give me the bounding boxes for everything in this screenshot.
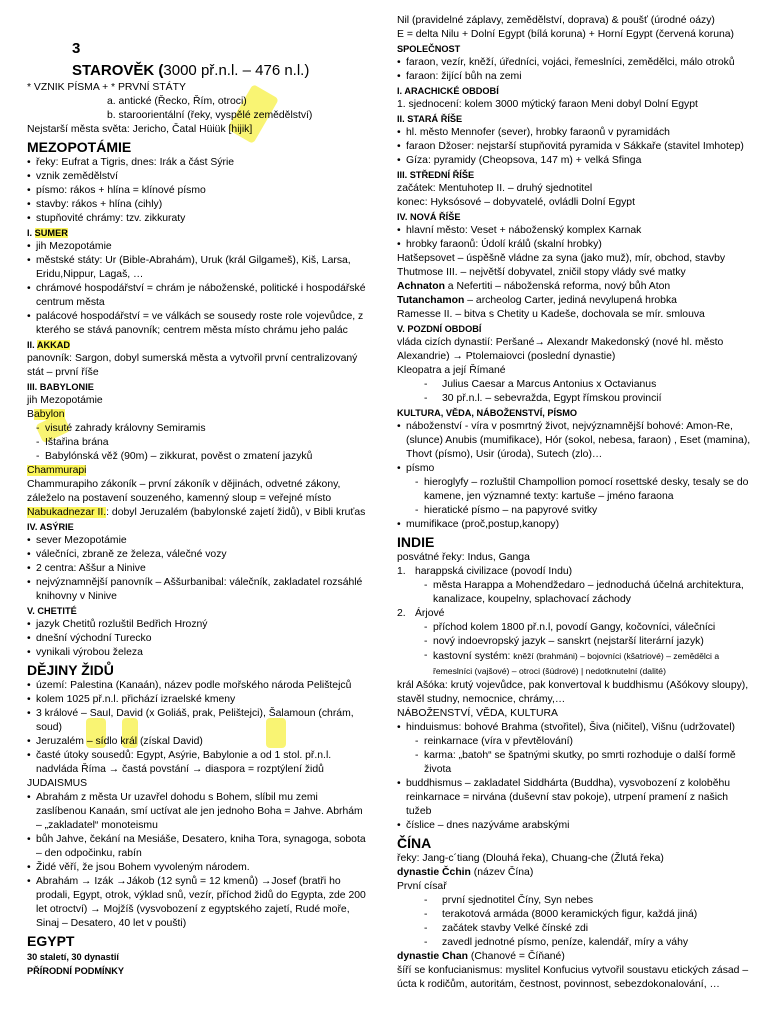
- list-item: - hieratické písmo – na papyrové svitky: [415, 504, 752, 518]
- paragraph: šíří se konfucianismus: myslitel Konfucius vytvořil soustavu etických zásad – úcta k rodičům, autoritám, čestnost, povinnost, sebezdokonalování, …: [397, 965, 749, 990]
- page-title: STAROVĚK (3000 př.n.l. – 476 n.l.): [72, 62, 310, 79]
- intro-line: a. antické (Řecko, Řím, otroci): [107, 96, 247, 107]
- list-item: • náboženství - víra v posmrtný život, nejvýznamnější bohové: Amon-Re, (slunce) Anubis (mumifikace), Hór (sokol, nebesa, faraon) , Eset (mamina), Thovt (písmo), Usir (úroda), Sutech (zlo)…: [397, 420, 752, 462]
- list-item: • Abrahám → Izák →Jákob (12 synů = 12 kmenů) →Josef (bratři ho prodali, Egypt, otrok, výklad snů, vezír, příchod židů do Egypta, zde 200 let otroctví) → Mojžíš (vysvobození z egyptského zajetí, Rudé moře, Sinaj – Desatero, 40 let v poušti): [27, 875, 370, 931]
- list-item: • písmo: rákos + hlína = klínové písmo: [27, 184, 370, 198]
- paragraph: E = delta Nilu + Dolní Egypt (bílá koruna) + Horní Egypt (červená koruna): [397, 29, 735, 40]
- paragraph: začátek: Mentuhotep II. – druhý sjednotitel: [397, 183, 593, 194]
- list: [27, 534, 370, 604]
- list-item: • mumifikace (proč,postup,kanopy): [397, 518, 752, 532]
- paragraph: posvátné řeky: Indus, Ganga: [397, 552, 530, 563]
- dash-list: [397, 378, 752, 406]
- list-item: • faraon, vezír, kněží, úředníci, vojáci, řemeslníci, zemědělci, málo otroků: [397, 56, 752, 70]
- list-item: - terakotová armáda (8000 keramických figur, každá jiná): [406, 908, 752, 922]
- list-item: • jazyk Chetitů rozluštil Bedřich Hrozný: [27, 618, 370, 632]
- list-item: • Jeruzalém – sídlo král (získal David): [27, 735, 370, 749]
- paragraph: Achnaton a Nefertiti – náboženská reforma, nový bůh Aton: [397, 281, 671, 292]
- paragraph: král Ašóka: krutý vojevůdce, pak konvertoval k buddhismu (Ašókovy sloupy), stavěl studny, nemocnice, chrámy,…: [397, 680, 749, 705]
- list-item: • písmo - hieroglyfy – rozluštil Champollion pomocí rosettské desky, tesaly se do kamene, jen významné texty: kartuše – jméno faraona - hieratické písmo – na papyrové svitky: [397, 462, 752, 518]
- paragraph: Thutmose III. – největší dobyvatel, zničil stopy vlády své matky: [397, 267, 686, 278]
- intro-line: * VZNIK PÍSMA + * PRVNÍ STÁTY: [27, 82, 186, 93]
- paragraph: konec: Hyksósové – dobyvatelé, ovládli Dolní Egypt: [397, 197, 635, 208]
- paragraph: jih Mezopotámie: [27, 395, 103, 406]
- list-item: • stupňovité chrámy: tzv. zikkuraty: [27, 212, 370, 226]
- paragraph: První císař: [397, 881, 447, 892]
- list-item: • faraon: žijící bůh na zemi: [397, 70, 752, 84]
- heading-mezopotamie: MEZOPOTÁMIE: [27, 139, 132, 155]
- list-item: • palácové hospodářství = ve válkách se sousedy roste role vojevůdce, z kterého se stává panovník; centrem města místo chrámu jeho palác: [27, 310, 370, 338]
- list-item: - visuté zahrady královny Semiramis: [36, 422, 370, 436]
- paragraph: Chammurapi: [27, 465, 87, 476]
- paragraph: dynastie Čchin (název Čína): [397, 867, 534, 878]
- heading-egypt: EGYPT: [27, 933, 75, 949]
- dash-list: [406, 735, 752, 777]
- heading-dejiny-zidu: DĚJINY ŽIDŮ: [27, 662, 114, 678]
- list: [397, 224, 752, 252]
- list-item: - 30 př.n.l. – sebevražda, Egypt římskou provincií: [406, 392, 752, 406]
- paragraph: Nil (pravidelné záplavy, zemědělství, doprava) & poušť (úrodné oázy): [397, 15, 715, 26]
- list: [397, 126, 752, 168]
- dash-list: [27, 422, 370, 464]
- list-item: • 3 králové – Saul, David (x Goliáš, prak, Pelištejci), Šalamoun (chrám, soud): [27, 707, 370, 735]
- paragraph: vláda cizích dynastií: Peršané→ Alexandr Makedonský (nové hl. město Alexandrie) → Ptolemaiovci (poslední dynastie): [397, 337, 724, 362]
- list-item: • chrámové hospodářství = chrám je náboženské, politické i hospodářské centrum města: [27, 282, 370, 310]
- left-column: [27, 40, 370, 978]
- heading-akkad: II. AKKAD: [27, 340, 71, 350]
- list-item: - Julius Caesar a Marcus Antonius x Octavianus: [406, 378, 752, 392]
- list-item: • číslice – dnes nazýváme arabskými: [397, 819, 752, 833]
- heading-cina: ČÍNA: [397, 835, 432, 851]
- list-item: • sever Mezopotámie: [27, 534, 370, 548]
- heading-spolecnost: SPOLEČNOST: [397, 44, 461, 54]
- list-item: • Abrahám z města Ur uzavřel dohodu s Bohem, slíbil mu zemi zaslíbenou Kanaán, smí uctívat ale jen jednoho Boha = Jahve. Abrhám – „zakladatel“ monoteismu: [27, 791, 370, 833]
- list-item: • vznik zemědělství: [27, 170, 370, 184]
- list-item: - reinkarnace (víra v převtělování): [415, 735, 752, 749]
- list-item: • městské státy: Ur (Bible-Abrahám), Uruk (král Gilgameš), Kiš, Larsa, Eridu,Nippur, Lagaš, …: [27, 254, 370, 282]
- list-item: - první sjednotitel Číny, Syn nebes: [406, 894, 752, 908]
- page-number: 3: [72, 40, 81, 57]
- list: [27, 791, 370, 931]
- list-item: • hl. město Mennofer (sever), hrobky faraonů v pyramidách: [397, 126, 752, 140]
- list-item: • faraon Džoser: nejstarší stupňovitá pyramida v Sákkaře (stavitel Imhotep): [397, 140, 752, 154]
- list-item: • buddhismus – zakladatel Siddhárta (Buddha), vysvobození z koloběhu reinkarnace = nirvána (duševní stav pokoje), utrpení pramení z našich tužeb: [397, 777, 752, 819]
- list: [27, 240, 370, 338]
- list: [27, 156, 370, 226]
- list-item: • jih Mezopotámie: [27, 240, 370, 254]
- heading-stredni-rise: III. STŘEDNÍ ŘÍŠE: [397, 170, 475, 180]
- list-item: - zavedl jednotné písmo, peníze, kalendář, míry a váhy: [406, 936, 752, 950]
- list-item: 1. harappská civilizace (povodí Indu) - města Harappa a Mohendžedaro – jednoduchá účelná architektura, kanalizace, koupelny, splachovací záchody: [397, 565, 752, 607]
- heading-pozdni-obdobi: V. POZDNÍ OBDOBÍ: [397, 324, 482, 334]
- list-item: • 2 centra: Aššur a Ninive: [27, 562, 370, 576]
- list-item: • dnešní východní Turecko: [27, 632, 370, 646]
- paragraph: 30 staletí, 30 dynastií: [27, 952, 119, 962]
- heading-judaismus: JUDAISMUS: [27, 778, 88, 789]
- list-item: - začátek stavby Velké čínské zdi: [406, 922, 752, 936]
- paragraph: NÁBOŽENSTVÍ, VĚDA, KULTURA: [397, 708, 558, 719]
- list: [397, 420, 752, 532]
- dash-list: [415, 579, 752, 607]
- heading-kultura: KULTURA, VĚDA, NÁBOŽENSTVÍ, PÍSMO: [397, 408, 578, 418]
- list-item: • bůh Jahve, čekání na Mesiáše, Desatero, kniha Tora, synagoga, sobota – den odpočinku, rabín: [27, 833, 370, 861]
- list-item: - karma: „batoh“ se špatnými skutky, po smrti rozhoduje o další formě života: [415, 749, 752, 777]
- list-item: • území: Palestina (Kanaán), název podle mořského národa Pelištejců: [27, 679, 370, 693]
- paragraph: Babylon: [27, 409, 65, 420]
- right-column: [397, 14, 752, 992]
- heading-asyrie: IV. ASÝRIE: [27, 522, 74, 532]
- paragraph: panovník: Sargon, dobyl sumerská města a vytvořil první centralizovaný stát – první říše: [27, 353, 358, 378]
- paragraph: Chammurapiho zákoník – první zákoník v dějinách, odvetné zákony, záleželo na postavení souzeného, kamenný sloup = veřejné místo: [27, 479, 341, 504]
- list-item: • časté útoky sousedů: Egypt, Asýrie, Babylonie a od 1 stol. př.n.l. nadvláda Říma → častá povstání → diaspora = rozptýlení židů: [27, 749, 370, 777]
- paragraph: 1. sjednocení: kolem 3000 mýtický faraon Meni dobyl Dolní Egypt: [397, 99, 698, 110]
- list-item: - města Harappa a Mohendžedaro – jednoduchá účelná architektura, kanalizace, koupelny, splachovací záchody: [424, 579, 752, 607]
- list: [397, 721, 752, 833]
- intro-line: b. staroorientální (řeky, vyspělé zemědělství): [107, 110, 313, 121]
- paragraph: Hatšepsovet – úspěšně vládne za syna (jako muž), mír, obchod, stavby: [397, 253, 726, 264]
- heading-sumer: I. SUMER: [27, 228, 68, 238]
- list: [27, 679, 370, 777]
- list-item: • hlavní město: Veset + náboženský komplex Karnak: [397, 224, 752, 238]
- heading-archaicke: I. ARACHICKÉ OBDOBÍ: [397, 86, 499, 96]
- list: [397, 56, 752, 84]
- paragraph: řeky: Jang-c´tiang (Dlouhá řeka), Chuang-che (Žlutá řeka): [397, 853, 664, 864]
- list-item: • válečníci, zbraně ze železa, válečné vozy: [27, 548, 370, 562]
- intro-line: Nejstarší města světa: Jericho, Čatal Hüiük [hijik]: [27, 124, 253, 135]
- numbered-list: [397, 565, 752, 679]
- list: [27, 618, 370, 660]
- dash-list: [397, 894, 752, 950]
- list-item: • vynikali výrobou železa: [27, 646, 370, 660]
- list-item: - kastovní systém: kněží (brahmáni) – bojovníci (kšatriové) – zemědělci a řemeslníci (vajšové) – otroci (šúdrové) | nedotknutelní (dalité): [424, 649, 752, 679]
- list-item: 2. Árjové - příchod kolem 1800 př.n.l, povodí Gangy, kočovníci, válečníci - nový indoevropský jazyk – sanskrt (nejstarší literární jazyk) - kastovní systém: kněží (brahmáni) – bojovníci (kšatriové) – zemědělci a řemeslníci (vajšové) – otroci (šúdrové) | nedotknutelní (dalité): [397, 607, 752, 679]
- paragraph: PŘÍRODNÍ PODMÍNKY: [27, 966, 124, 976]
- list-item: • hrobky faraonů: Údolí králů (skalní hrobky): [397, 238, 752, 252]
- heading-babylonie: III. BABYLONIE: [27, 382, 94, 392]
- paragraph: Tutanchamon – archeolog Carter, jediná nevylupená hrobka: [397, 295, 677, 306]
- list-item: • stavby: rákos + hlína (cihly): [27, 198, 370, 212]
- paragraph: Kleopatra a její Římané: [397, 365, 506, 376]
- list-item: • nejvýznamnější panovník – Aššurbanibal: válečník, zakladatel rozsáhlé knihovny v Ninive: [27, 576, 370, 604]
- list-item: - Babylónská věž (90m) – zikkurat, pověst o zmatení jazyků: [36, 450, 370, 464]
- list-item: • hinduismus: bohové Brahma (stvořitel), Šiva (ničitel), Višnu (udržovatel) - reinkarnace (víra v převtělování) - karma: „batoh“ se špatnými skutky, po smrti rozhoduje o další formě života: [397, 721, 752, 777]
- heading-indie: INDIE: [397, 534, 435, 550]
- list-item: • kolem 1025 př.n.l. přichází izraelské kmeny: [27, 693, 370, 707]
- list-item: - nový indoevropský jazyk – sanskrt (nejstarší literární jazyk): [424, 635, 752, 649]
- heading-chetite: V. CHETITÉ: [27, 606, 77, 616]
- paragraph: Ramesse II. – bitva s Chetity u Kadeše, dochovala se mír. smlouva: [397, 309, 705, 320]
- list-item: • Židé věří, že jsou Bohem vyvoleným národem.: [27, 861, 370, 875]
- list-item: - hieroglyfy – rozluštil Champollion pomocí rosettské desky, tesaly se do kamene, jen významné texty: kartuše – jméno faraona: [415, 476, 752, 504]
- list-item: - Ištařina brána: [36, 436, 370, 450]
- list-item: - příchod kolem 1800 př.n.l, povodí Gangy, kočovníci, válečníci: [424, 621, 752, 635]
- list-item: • řeky: Eufrat a Tigris, dnes: Irák a část Sýrie: [27, 156, 370, 170]
- dash-list: [415, 621, 752, 679]
- heading-stara-rise: II. STARÁ ŘÍŠE: [397, 114, 463, 124]
- heading-nova-rise: IV. NOVÁ ŘÍŠE: [397, 212, 461, 222]
- paragraph: dynastie Chan (Chanové = Číňané): [397, 951, 565, 962]
- dash-list: [406, 476, 752, 518]
- list-item: • Gíza: pyramidy (Cheopsova, 147 m) + velká Sfinga: [397, 154, 752, 168]
- paragraph: Nabukadnezar II.: dobyl Jeruzalém (babylonské zajetí židů), v Bibli kruťas: [27, 507, 366, 518]
